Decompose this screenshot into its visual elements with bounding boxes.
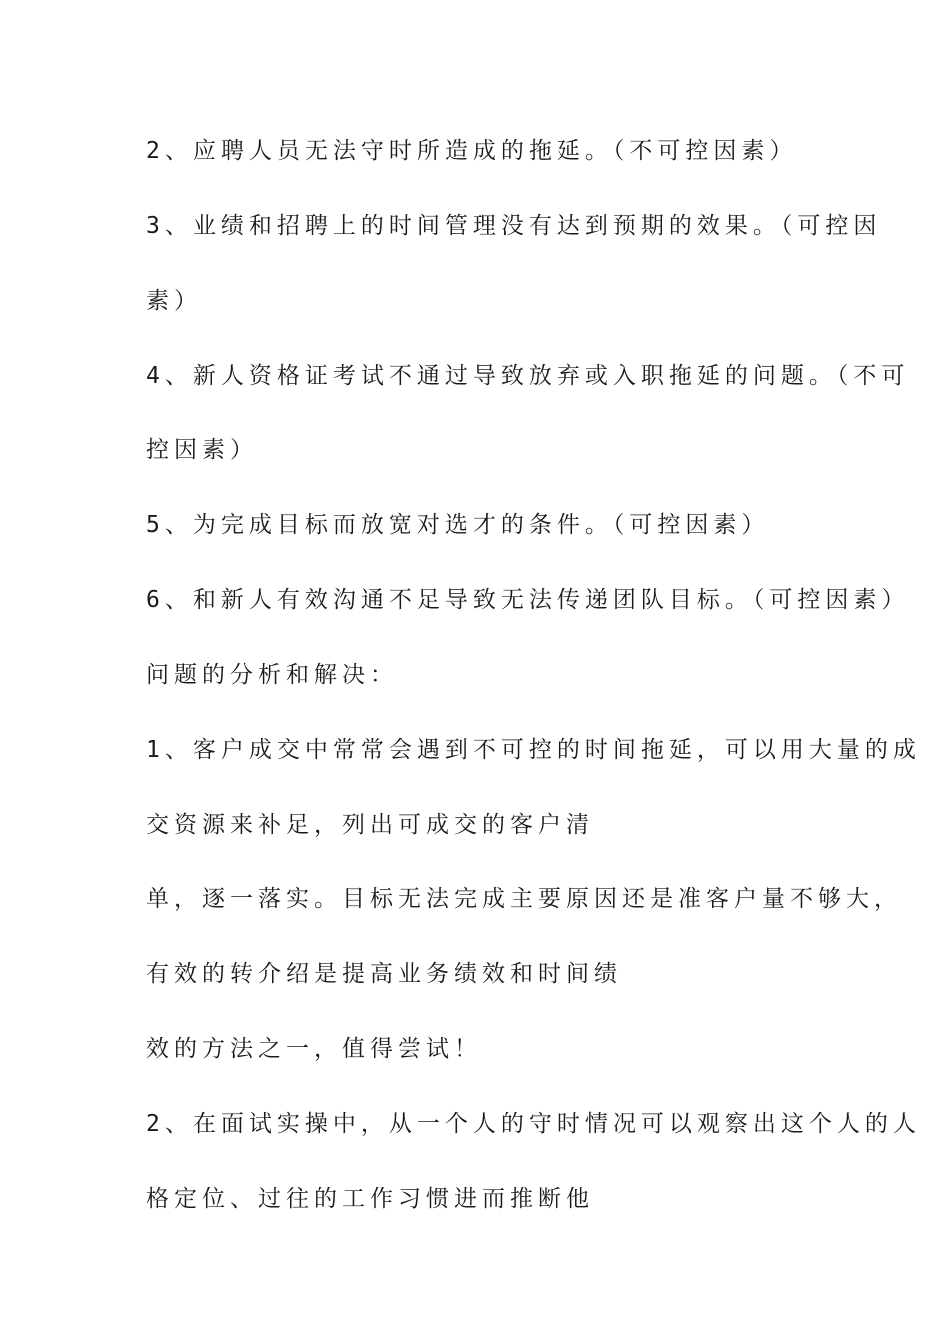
text-line: 4、新人资格证考试不通过导致放弃或入职拖延的问题。（不可 bbox=[146, 363, 910, 389]
text-line: 3、业绩和招聘上的时间管理没有达到预期的效果。（可控因 bbox=[146, 213, 882, 239]
text-line: 5、为完成目标而放宽对选才的条件。（可控因素） bbox=[146, 512, 770, 538]
text-line: 交资源来补足，列出可成交的客户清 bbox=[146, 812, 594, 838]
text-line: 2、在面试实操中，从一个人的守时情况可以观察出这个人的人 bbox=[146, 1111, 921, 1137]
section-heading: 问题的分析和解决： bbox=[146, 662, 398, 688]
text-line: 单，逐一落实。目标无法完成主要原因还是准客户量不够大， bbox=[146, 886, 902, 912]
text-line: 2、应聘人员无法守时所造成的拖延。（不可控因素） bbox=[146, 138, 798, 164]
text-line: 素） bbox=[146, 288, 202, 314]
text-line: 有效的转介绍是提高业务绩效和时间绩 bbox=[146, 961, 622, 987]
text-line: 效的方法之一，值得尝试！ bbox=[146, 1036, 482, 1062]
text-line: 1、客户成交中常常会遇到不可控的时间拖延，可以用大量的成 bbox=[146, 737, 921, 763]
text-line: 格定位、过往的工作习惯进而推断他 bbox=[146, 1186, 594, 1212]
text-line: 控因素） bbox=[146, 437, 258, 463]
text-line: 6、和新人有效沟通不足导致无法传递团队目标。（可控因素） bbox=[146, 587, 910, 613]
